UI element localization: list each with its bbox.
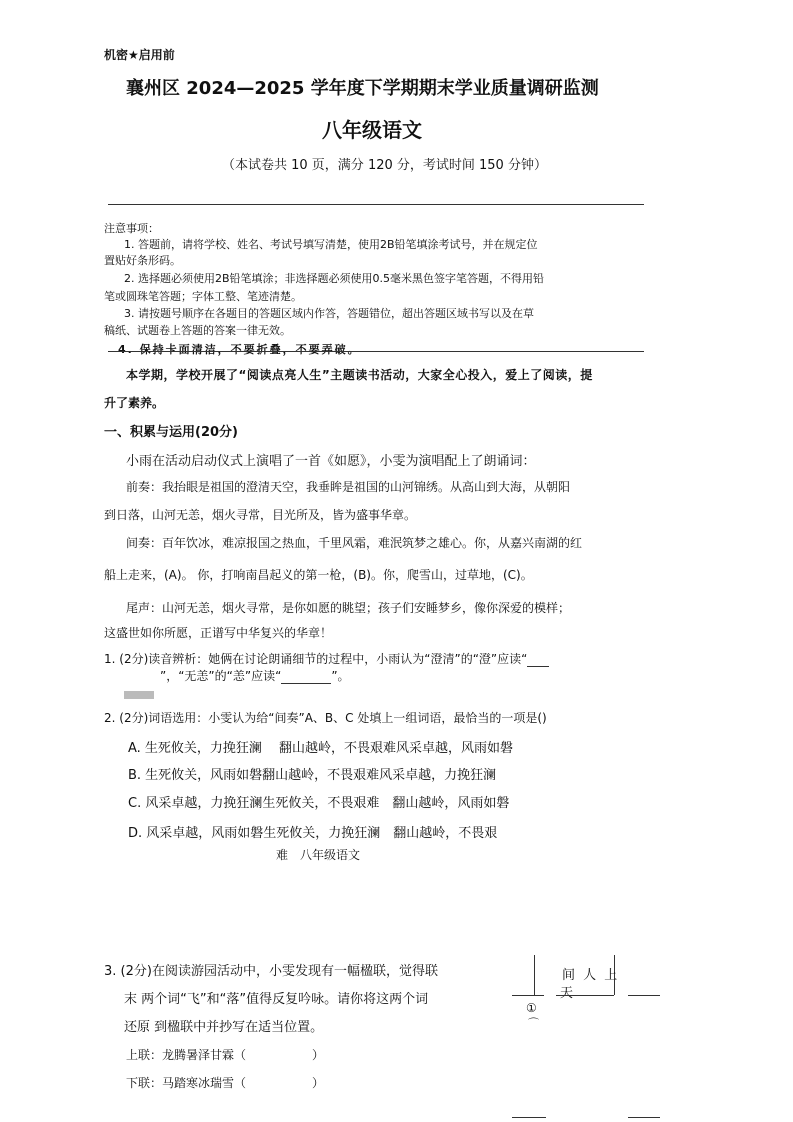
couplet-upper	[126, 1046, 324, 1063]
question-2-stem: 2. (2分)词语选用：小雯认为给“间奏”A、B、C 处填上一组词语，最恰当的一项是()	[104, 711, 547, 725]
note-item: 置贴好条形码。	[104, 254, 181, 267]
outro-line-2: 这盛世如你所愿，正谱写中华复兴的华章！	[104, 626, 333, 640]
couplet-lower-close: ）	[312, 1076, 325, 1090]
prelude-line-1: 前奏：我抬眼是祖国的澄清天空，我垂眸是祖国的山河锦绣。从高山到大海，从朝阳	[126, 480, 571, 494]
answer-blank[interactable]	[281, 669, 331, 684]
option-b[interactable]: B. 生死攸关，风雨如磐翻山越岭，不畏艰难风采卓越，力挽狂澜	[128, 768, 497, 783]
intro-line-2: 升了素养。	[104, 396, 165, 410]
header-divider	[108, 204, 644, 205]
couplet-upper-text: 上联：龙腾暑泽甘霖（	[126, 1048, 247, 1062]
question-3-line-2: 末 两个词“飞”和“落”值得反复吟咏。请你将这两个词	[124, 992, 429, 1007]
exam-title: 襄州区 2024—2025 学年度下学期期末学业质量调研监测	[126, 78, 599, 99]
question-1-line-1	[104, 650, 549, 667]
note-item: 笔或圆珠笔答题；字体工整、笔迹清楚。	[104, 290, 302, 303]
question-3-line-1: 3. (2分)在阅读游园活动中，小雯发现有一幅楹联，觉得联	[104, 964, 438, 979]
option-d-tail: 难 八年级语文	[276, 848, 361, 862]
option-c[interactable]: C. 风采卓越，力挽狂澜生死攸关，不畏艰难 翻山越岭，风雨如磐	[128, 796, 510, 811]
interlude-line-2: 船上走来，(A)。 你，打响南昌起义的第一枪，(B)。你，爬雪山，过草地，(C)。	[104, 568, 533, 582]
couplet-lower	[126, 1074, 324, 1091]
diagram-small-mark: ⌒	[528, 1017, 539, 1030]
note-item: 3. 请按题号顺序在各题目的答题区域内作答，答题错位，超出答题区域书写以及在草	[124, 307, 534, 320]
notes-heading: 注意事项：	[104, 222, 159, 235]
diagram-hline-left	[512, 995, 544, 996]
prelude-line-2: 到日落，山河无恙，烟火寻常，目光所及，皆为盛事华章。	[104, 508, 417, 522]
answer-blank-gray[interactable]	[124, 684, 154, 703]
diagram-vline-left	[534, 955, 535, 995]
diagram-circle-number: ①	[526, 1001, 537, 1015]
section-heading: 一、积累与运用(20分)	[104, 425, 238, 440]
note-item: 4. 保持卡面清洁，不要折叠，不要弄破。	[118, 343, 361, 356]
question-1-line-2	[160, 667, 350, 684]
notes-divider	[108, 351, 644, 352]
intro-line-1: 本学期，学校开展了“阅读点亮人生”主题读书活动，大家全心投入，爱上了阅读，提	[126, 368, 593, 382]
question-1-text-2: ”，“无恙”的“恙”应读“	[160, 669, 282, 683]
exam-info: （本试卷共 10 页，满分 120 分，考试时间 150 分钟）	[222, 158, 547, 173]
answer-blank[interactable]	[527, 652, 549, 667]
confidential-mark: 机密★启用前	[104, 48, 175, 62]
question-3-line-3: 还原 到楹联中并抄写在适当位置。	[124, 1020, 324, 1035]
note-item: 2. 选择题必须使用2B铅笔填涂；非选择题必须使用0.5毫米黑色签字笔答题，不得用铅	[124, 272, 545, 285]
diagram-hline-mid	[556, 995, 614, 996]
section-lead: 小雨在活动启动仪式上演唱了一首《如愿》，小雯为演唱配上了朗诵词：	[126, 454, 536, 469]
question-1-text: 1. (2分)读音辨析：她俩在讨论朗诵细节的过程中，小雨认为“澄清”的“澄”应读“	[104, 652, 528, 666]
diagram-hline-right	[628, 995, 660, 996]
subject-title: 八年级语文	[322, 118, 422, 142]
note-item: 稿纸、试题卷上答题的答案一律无效。	[104, 324, 291, 337]
option-d[interactable]: D. 风采卓越，风雨如磐生死攸关，力挽狂澜 翻山越岭，不畏艰	[128, 826, 498, 841]
interlude-line-1: 间奏：百年饮冰，难凉报国之热血，千里风霜，难泯筑梦之雄心。你，从嘉兴南湖的红	[126, 536, 583, 550]
couplet-lower-text: 下联：马踏寒冰瑞雪（	[126, 1076, 247, 1090]
couplet-upper-close: ）	[312, 1048, 325, 1062]
outro-line-1: 尾声：山河无恙，烟火寻常，是你如愿的眺望；孩子们安睡梦乡，像你深爱的模样；	[126, 601, 571, 615]
diagram-text-1: 间 人 上	[562, 968, 620, 983]
diagram-text-2: 天	[560, 986, 574, 1001]
bottom-line-left	[512, 1117, 546, 1118]
question-1-text-3: ”。	[331, 669, 350, 683]
option-a[interactable]: A. 生死攸关，力挽狂澜 翻山越岭，不畏艰难风采卓越，风雨如磐	[128, 741, 514, 756]
note-item: 1. 答题前，请将学校、姓名、考试号填写清楚，使用2B铅笔填涂考试号，并在规定位	[124, 238, 538, 251]
bottom-line-right	[628, 1117, 660, 1118]
